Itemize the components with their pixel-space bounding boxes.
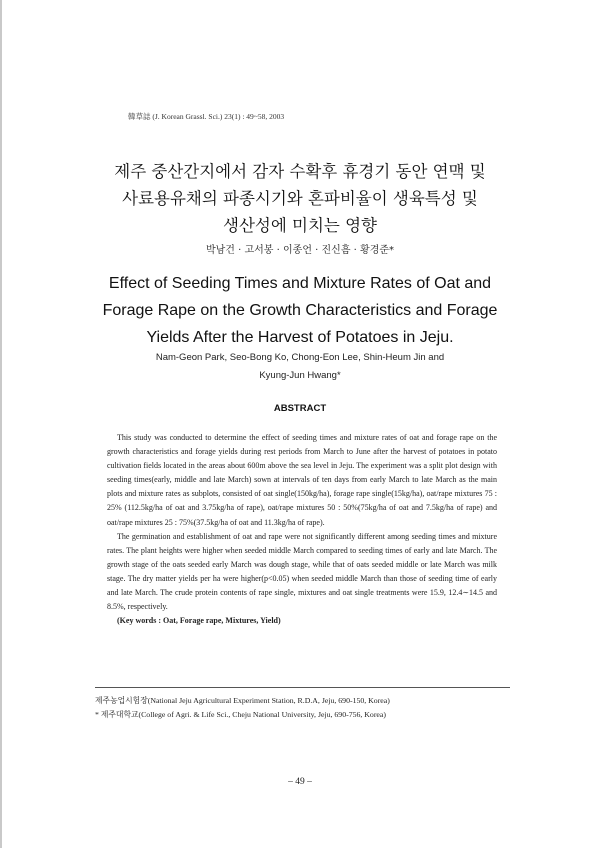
- abstract-body: [107, 431, 497, 628]
- footnote-affiliation: * 제주대학교(College of Agri. & Life Sci., Cheju National University, Jeju, 690-756, Korea): [95, 710, 386, 719]
- footnote-divider: [95, 687, 510, 688]
- korean-authors: 박남건 · 고서봉 · 이종언 · 진신흠 · 황경준*: [205, 245, 395, 256]
- footnotes: [95, 694, 510, 722]
- abstract-heading: ABSTRACT: [273, 403, 327, 414]
- korean-title-line: 생산성에 미치는 영향: [223, 216, 377, 235]
- english-title-line: Yields After the Harvest of Potatoes in Jeju.: [146, 329, 454, 346]
- english-title-line: Forage Rape on the Growth Characteristics and Forage: [102, 302, 498, 319]
- abstract-paragraph: The germination and establishment of oat and rape were not significantly different among seeding times and mixture rates. The plant heights were higher when seeded middle March compared to seeding times of early and late March. The growth stage of the oats seeded early March was dough stage, while that of oats seeded middle or late March was milk stage. The dry matter yields per ha were higher(p<0.05) when seeded middle March than those of seeding time of early and late March. The crude protein contents of rape single, mixtures and oat single treatments were 15.9, 12.4∼14.5 and 8.5%, respectively.: [107, 531, 497, 612]
- keywords: (Key words : Oat, Forage rape, Mixtures, Yield): [117, 616, 281, 626]
- page-edge-shadow: [0, 0, 2, 848]
- korean-title-line: 제주 중산간지에서 감자 수확후 휴경기 동안 연맥 및: [114, 162, 486, 181]
- english-authors-line: Nam-Geon Park, Seo-Bong Ko, Chong-Eon Lee, Shin-Heum Jin and: [155, 352, 445, 363]
- journal-reference: 韓草誌 (J. Korean Grassl. Sci.) 23(1) : 49~58, 2003: [128, 112, 285, 121]
- english-authors-line: Kyung-Jun Hwang*: [259, 370, 341, 381]
- page-number: – 49 –: [288, 777, 312, 787]
- english-authors: [120, 349, 480, 385]
- korean-title: [40, 158, 560, 239]
- english-title: [40, 270, 560, 351]
- korean-title-line: 사료용유채의 파종시기와 혼파비율이 생육특성 및: [122, 189, 478, 208]
- abstract-paragraph: This study was conducted to determine the effect of seeding times and mixture rates of oat and forage rape on the growth characteristics and forage yields during rest periods from March to June after the harvest of potatoes in potato cultivation fields located in the areas about 600m above the sea level in Jeju. The experiment was a split plot design with seeding times(early, middle and late March) sown at intervals of ten days from early March to late March as the main plots and mixture rates as subplots, consisted of oat single(150kg/ha), forage rape single(15kg/ha), oat/rape mixtures 75 : 25% (112.5kg/ha of oat and 3.75kg/ha of rape), oat/rape mixtures 50 : 50%(75kg/ha of oat and 7.5kg/ha of rape) and oat/rape mixtures 25 : 75%(37.5kg/ha of oat and 11.3kg/ha of rape).: [107, 433, 497, 527]
- footnote-affiliation: 제주농업시험장(National Jeju Agricultural Experiment Station, R.D.A, Jeju, 690-150, Korea): [95, 696, 390, 705]
- english-title-line: Effect of Seeding Times and Mixture Rates of Oat and: [108, 275, 492, 292]
